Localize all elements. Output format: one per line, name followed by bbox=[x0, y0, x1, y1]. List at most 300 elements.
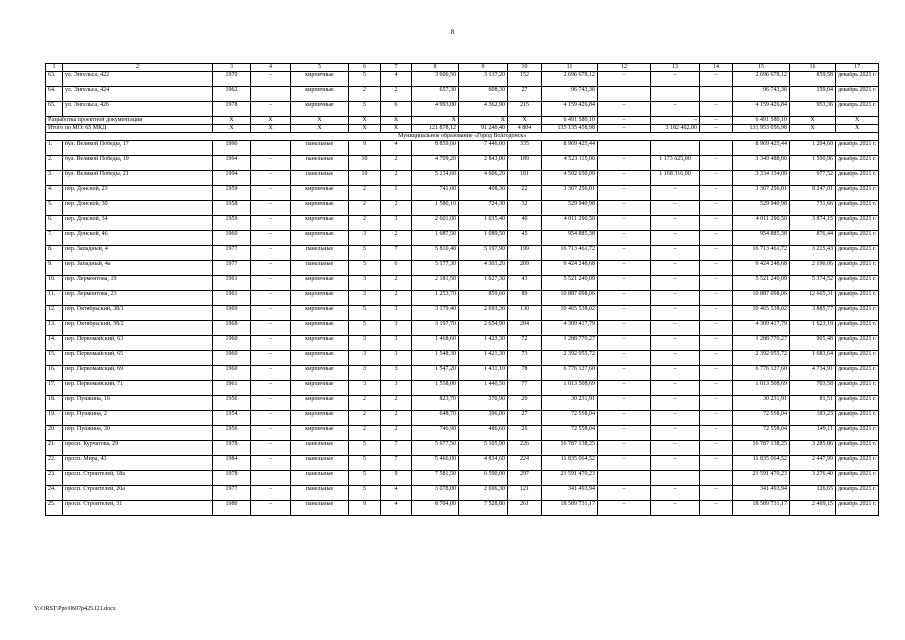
table-cell: декабрь 2021 г. bbox=[836, 486, 879, 501]
table-cell: 4 523 115,00 bbox=[542, 156, 598, 171]
table-cell: 2 696,30 bbox=[459, 486, 508, 501]
table-cell: кирпичные bbox=[291, 306, 349, 321]
table-cell: 43 bbox=[508, 276, 542, 291]
table-cell: 5 bbox=[349, 486, 381, 501]
table-cell: 45 bbox=[508, 231, 542, 246]
table-cell: 152 bbox=[508, 72, 542, 87]
table-cell: ул. Энгельса, 424 bbox=[63, 87, 213, 102]
table-cell: – bbox=[651, 336, 700, 351]
table-cell: 6. bbox=[46, 216, 63, 231]
table-row bbox=[46, 231, 879, 246]
table-cell: 4 502 650,00 bbox=[542, 171, 598, 186]
table-cell: 10. bbox=[46, 276, 63, 291]
table-cell: 26 bbox=[508, 426, 542, 441]
table-cell: ул. Энгельса, 426 bbox=[63, 102, 213, 117]
table-cell: 5 105,90 bbox=[459, 441, 508, 456]
table-cell: – bbox=[700, 411, 733, 426]
table-cell: – bbox=[251, 171, 291, 186]
table-cell: – bbox=[598, 171, 651, 186]
table-cell: – bbox=[598, 291, 651, 306]
table-cell: 5 bbox=[349, 72, 381, 87]
table-cell: – bbox=[251, 276, 291, 291]
table-cell: 12. bbox=[46, 306, 63, 321]
table-cell: кирпичные bbox=[291, 201, 349, 216]
table-cell: 2 469,15 bbox=[790, 501, 836, 516]
table-cell: – bbox=[651, 351, 700, 366]
table-cell: – bbox=[700, 336, 733, 351]
table-cell: 7 bbox=[381, 456, 412, 471]
table-cell: 1959 bbox=[213, 216, 251, 231]
table-cell: 6 590,00 bbox=[459, 471, 508, 486]
table-cell: 16 787 138,25 bbox=[542, 441, 598, 456]
table-cell: панельные bbox=[291, 141, 349, 156]
table-cell: кирпичные bbox=[291, 366, 349, 381]
summary-cell: – bbox=[651, 117, 700, 125]
table-cell: 3 bbox=[381, 336, 412, 351]
table-cell: 2. bbox=[46, 156, 63, 171]
table-cell bbox=[598, 141, 651, 156]
table-cell: декабрь 2021 г. bbox=[836, 291, 879, 306]
table-row bbox=[46, 87, 879, 102]
table-cell: 21 591 470,23 bbox=[542, 471, 598, 486]
summary-cell: 91 240,40 bbox=[459, 125, 508, 133]
table-cell: декабрь 2021 г. bbox=[836, 501, 879, 516]
table-cell: – bbox=[251, 441, 291, 456]
table-cell: – bbox=[598, 336, 651, 351]
table-cell: 17. bbox=[46, 381, 63, 396]
table-cell: кирпичные bbox=[291, 72, 349, 87]
table-cell: 859,60 bbox=[459, 291, 508, 306]
table-cell: – bbox=[700, 186, 733, 201]
table-cell: – bbox=[700, 321, 733, 336]
table-cell: 21. bbox=[46, 441, 63, 456]
table-cell: 189 bbox=[508, 156, 542, 171]
table-cell: декабрь 2021 г. bbox=[836, 246, 879, 261]
table-cell: – bbox=[251, 201, 291, 216]
table-cell: 5 234,60 bbox=[412, 171, 459, 186]
table-cell: – bbox=[598, 261, 651, 276]
table-cell: просп. Курчатова, 29 bbox=[63, 441, 213, 456]
table-cell: 5. bbox=[46, 201, 63, 216]
table-cell: 72 558,04 bbox=[733, 426, 790, 441]
table-cell: – bbox=[251, 486, 291, 501]
table-cell: – bbox=[651, 201, 700, 216]
table-cell: 226 bbox=[508, 441, 542, 456]
table-cell: 2 bbox=[381, 171, 412, 186]
table-row bbox=[46, 456, 879, 471]
column-number-cell: 6 bbox=[349, 64, 381, 72]
table-cell: пер. Октябрьский, 38/1 bbox=[63, 306, 213, 321]
table-cell: декабрь 2021 г. bbox=[836, 471, 879, 486]
table-cell: 2 447,99 bbox=[790, 456, 836, 471]
table-cell: 2 bbox=[349, 396, 381, 411]
table-cell: – bbox=[651, 291, 700, 306]
table-cell: 4 362,90 bbox=[459, 102, 508, 117]
table-cell: 11. bbox=[46, 291, 63, 306]
table-cell: 5 521 240,09 bbox=[542, 276, 598, 291]
table-cell: панельные bbox=[291, 471, 349, 486]
table-row bbox=[46, 141, 879, 156]
table-cell: 2 190,06 bbox=[790, 261, 836, 276]
table-cell: 11 835 064,52 bbox=[733, 456, 790, 471]
table-cell: – bbox=[700, 501, 733, 516]
table-cell: декабрь 2021 г. bbox=[836, 87, 879, 102]
column-number-cell: 16 bbox=[790, 64, 836, 72]
table-cell: – bbox=[700, 201, 733, 216]
table-cell: 1. bbox=[46, 141, 63, 156]
table-cell: 7 bbox=[381, 441, 412, 456]
table-cell: панельные bbox=[291, 171, 349, 186]
summary-cell: X bbox=[412, 117, 459, 125]
table-cell bbox=[651, 141, 700, 156]
table-cell: 4 309 417,79 bbox=[542, 321, 598, 336]
table-cell: 6 776 127,60 bbox=[542, 366, 598, 381]
table-cell: 16. bbox=[46, 366, 63, 381]
table-cell: – bbox=[700, 366, 733, 381]
table-cell: – bbox=[700, 426, 733, 441]
table-cell: пер. Лермонтова, 23 bbox=[63, 291, 213, 306]
table-cell: – bbox=[700, 276, 733, 291]
table-cell: 7 581,50 bbox=[412, 471, 459, 486]
table-cell: 10 887 098,06 bbox=[733, 291, 790, 306]
summary-row bbox=[46, 125, 879, 133]
table-cell: – bbox=[598, 486, 651, 501]
table-row bbox=[46, 396, 879, 411]
table-cell: 5 466,00 bbox=[412, 456, 459, 471]
table-cell: – bbox=[251, 186, 291, 201]
table-cell: 1962 bbox=[213, 87, 251, 102]
summary-cell: 121 878,12 bbox=[412, 125, 459, 133]
table-cell: декабрь 2021 г. bbox=[836, 351, 879, 366]
table-cell: 5 bbox=[349, 246, 381, 261]
table-cell: – bbox=[251, 396, 291, 411]
table-cell: 215 bbox=[508, 102, 542, 117]
table-cell: – bbox=[598, 351, 651, 366]
table-cell: – bbox=[251, 72, 291, 87]
table-cell: 72 bbox=[508, 336, 542, 351]
table-cell: 657,30 bbox=[412, 87, 459, 102]
table-cell: – bbox=[251, 336, 291, 351]
table-cell: 15. bbox=[46, 351, 63, 366]
summary-cell: X bbox=[836, 125, 879, 133]
table-row bbox=[46, 321, 879, 336]
table-cell: 181 bbox=[508, 171, 542, 186]
table-cell: кирпичные bbox=[291, 426, 349, 441]
table-cell: 4 bbox=[381, 501, 412, 516]
table-cell: 3. bbox=[46, 171, 63, 186]
table-cell: – bbox=[251, 366, 291, 381]
table-cell: 3 bbox=[349, 231, 381, 246]
table-cell: – bbox=[598, 321, 651, 336]
table-cell: 4 159 426,84 bbox=[733, 102, 790, 117]
table-cell: панельные bbox=[291, 246, 349, 261]
table-row bbox=[46, 156, 879, 171]
table-cell: 64. bbox=[46, 87, 63, 102]
table-cell: 335 bbox=[508, 141, 542, 156]
table-cell bbox=[700, 471, 733, 486]
table-cell: 954 885,38 bbox=[542, 231, 598, 246]
table-cell: 18. bbox=[46, 396, 63, 411]
table-cell: 5 bbox=[349, 102, 381, 117]
table-cell: 1961 bbox=[213, 381, 251, 396]
summary-cell: 6 491 580,10 bbox=[542, 117, 598, 125]
table-cell: 19. bbox=[46, 411, 63, 426]
table-cell: 1961 bbox=[213, 291, 251, 306]
table-cell bbox=[598, 87, 651, 102]
table-cell: 3 179,40 bbox=[412, 306, 459, 321]
table-cell: 1956 bbox=[213, 426, 251, 441]
table-cell: 5 bbox=[349, 261, 381, 276]
table-cell: 96 743,36 bbox=[542, 87, 598, 102]
table-cell: панельные bbox=[291, 441, 349, 456]
table-row bbox=[46, 201, 879, 216]
table-cell: – bbox=[598, 426, 651, 441]
table-cell: – bbox=[598, 396, 651, 411]
table-cell: 4 bbox=[381, 72, 412, 87]
table-cell: декабрь 2021 г. bbox=[836, 381, 879, 396]
table-cell: 16 713 461,72 bbox=[542, 246, 598, 261]
table-row bbox=[46, 411, 879, 426]
table-cell: – bbox=[651, 246, 700, 261]
table-cell: пер. Октябрьский, 38/2 bbox=[63, 321, 213, 336]
table-row bbox=[46, 471, 879, 486]
table-cell: 3 885,77 bbox=[790, 306, 836, 321]
table-cell: – bbox=[251, 291, 291, 306]
table-row bbox=[46, 72, 879, 87]
table-cell: 953,36 bbox=[790, 102, 836, 117]
table-cell: 297 bbox=[508, 471, 542, 486]
table-cell: 486,60 bbox=[459, 426, 508, 441]
table-cell: 1984 bbox=[213, 456, 251, 471]
table-cell: 648,70 bbox=[412, 411, 459, 426]
table-cell: 30 231,91 bbox=[733, 396, 790, 411]
table-cell: 9. bbox=[46, 261, 63, 276]
table-cell: 876,44 bbox=[790, 231, 836, 246]
table-cell: 2 bbox=[381, 87, 412, 102]
table-cell: – bbox=[700, 171, 733, 186]
table-cell: – bbox=[598, 102, 651, 117]
table-cell: пер. Пушкина, 16 bbox=[63, 396, 213, 411]
table-cell: 2 bbox=[381, 426, 412, 441]
section-title-row bbox=[46, 133, 879, 141]
table-cell: 12 665,31 bbox=[790, 291, 836, 306]
table-cell: 10 887 098,06 bbox=[542, 291, 598, 306]
summary-cell: X bbox=[790, 117, 836, 125]
table-cell: 24. bbox=[46, 486, 63, 501]
table-cell: 89 bbox=[508, 291, 542, 306]
summary-cell: – bbox=[598, 125, 651, 133]
table-cell: 5 177,30 bbox=[412, 261, 459, 276]
table-cell: 9 424 248,68 bbox=[542, 261, 598, 276]
table-cell: 72 558,04 bbox=[542, 426, 598, 441]
table-cell: – bbox=[251, 381, 291, 396]
table-cell: 859,58 bbox=[790, 72, 836, 87]
table-cell: декабрь 2021 г. bbox=[836, 102, 879, 117]
table-cell: декабрь 2021 г. bbox=[836, 171, 879, 186]
table-cell: – bbox=[700, 216, 733, 231]
table-cell: 3 bbox=[381, 306, 412, 321]
table-cell: 3 bbox=[349, 381, 381, 396]
table-cell: – bbox=[651, 486, 700, 501]
table-cell: 7 bbox=[381, 246, 412, 261]
column-number-row bbox=[46, 64, 879, 72]
table-cell: 3 197,70 bbox=[412, 321, 459, 336]
summary-cell: X bbox=[381, 117, 412, 125]
summary-cell: X bbox=[349, 117, 381, 125]
table-cell: 7. bbox=[46, 231, 63, 246]
table-cell: 5 bbox=[349, 441, 381, 456]
table-cell: 823,70 bbox=[412, 396, 459, 411]
table-cell: 8 859,60 bbox=[412, 141, 459, 156]
table-row bbox=[46, 426, 879, 441]
table-cell: 3 367 256,01 bbox=[733, 186, 790, 201]
table-cell: – bbox=[651, 216, 700, 231]
table-cell: 3 874,15 bbox=[790, 216, 836, 231]
table-cell: 10 465 538,02 bbox=[542, 306, 598, 321]
table-cell bbox=[651, 471, 700, 486]
summary-cell: X bbox=[251, 117, 291, 125]
table-cell: декабрь 2021 г. bbox=[836, 201, 879, 216]
table-cell: 2 696 678,12 bbox=[733, 72, 790, 87]
table-cell: 529 940,98 bbox=[542, 201, 598, 216]
table-cell: – bbox=[700, 291, 733, 306]
table-cell: бул. Великой Победы, 17 bbox=[63, 141, 213, 156]
table-cell: 3 bbox=[381, 321, 412, 336]
table-row bbox=[46, 216, 879, 231]
table-cell: просп. Строителей, 20а bbox=[63, 486, 213, 501]
table-cell: 2 bbox=[381, 276, 412, 291]
table-row bbox=[46, 486, 879, 501]
table-cell: 3 215,43 bbox=[790, 246, 836, 261]
table-cell: 4 159 426,84 bbox=[542, 102, 598, 117]
table-cell: 2 bbox=[381, 156, 412, 171]
table-cell: – bbox=[598, 276, 651, 291]
summary-cell: X bbox=[508, 117, 542, 125]
table-cell: 8 969 425,44 bbox=[733, 141, 790, 156]
table-cell: 2 bbox=[381, 411, 412, 426]
table-cell: 1960 bbox=[213, 336, 251, 351]
table-cell: – bbox=[251, 216, 291, 231]
table-cell: 4 bbox=[381, 141, 412, 156]
table-cell: 1958 bbox=[213, 201, 251, 216]
table-cell: 126,65 bbox=[790, 486, 836, 501]
table-cell: – bbox=[251, 246, 291, 261]
column-number-cell: 13 bbox=[651, 64, 700, 72]
table-cell: декабрь 2021 г. bbox=[836, 216, 879, 231]
table-cell: – bbox=[651, 186, 700, 201]
table-cell: 1 013 508,69 bbox=[542, 381, 598, 396]
table-cell: – bbox=[700, 441, 733, 456]
table-cell: 96 743,36 bbox=[733, 87, 790, 102]
table-cell: кирпичные bbox=[291, 276, 349, 291]
table-cell: 73 bbox=[508, 351, 542, 366]
table-cell: декабрь 2021 г. bbox=[836, 456, 879, 471]
table-cell: декабрь 2021 г. bbox=[836, 156, 879, 171]
table-cell: – bbox=[700, 72, 733, 87]
table-row bbox=[46, 381, 879, 396]
table-cell: 3 334 334,00 bbox=[733, 171, 790, 186]
table-cell: 3 606,50 bbox=[412, 72, 459, 87]
summary-cell: – bbox=[598, 117, 651, 125]
table-cell: пер. Западный, 4 bbox=[63, 246, 213, 261]
table-row bbox=[46, 102, 879, 117]
table-cell: 5 197,90 bbox=[459, 246, 508, 261]
table-cell: 14. bbox=[46, 336, 63, 351]
table-cell: 977,52 bbox=[790, 171, 836, 186]
table-cell: 1 687,50 bbox=[412, 231, 459, 246]
table-cell: 7 446,00 bbox=[459, 141, 508, 156]
table-cell: бул. Великой Победы, 19 bbox=[63, 156, 213, 171]
table-cell: 6 bbox=[381, 261, 412, 276]
table-cell: – bbox=[251, 261, 291, 276]
summary-cell: X bbox=[349, 125, 381, 133]
table-cell: – bbox=[251, 411, 291, 426]
table-cell: – bbox=[651, 276, 700, 291]
table-cell: – bbox=[598, 306, 651, 321]
table-cell: декабрь 2021 г. bbox=[836, 186, 879, 201]
summary-cell: X bbox=[251, 125, 291, 133]
table-cell: – bbox=[598, 231, 651, 246]
table-cell: кирпичные bbox=[291, 396, 349, 411]
table-cell: 1 bbox=[381, 186, 412, 201]
summary-cell: X bbox=[836, 117, 879, 125]
table-cell: – bbox=[651, 231, 700, 246]
table-cell: кирпичные bbox=[291, 336, 349, 351]
table-cell: 159,04 bbox=[790, 87, 836, 102]
table-cell: декабрь 2021 г. bbox=[836, 231, 879, 246]
table-row bbox=[46, 246, 879, 261]
table-cell: 4. bbox=[46, 186, 63, 201]
table-cell: 4 734,91 bbox=[790, 366, 836, 381]
table-cell: – bbox=[598, 216, 651, 231]
table-cell: 1969 bbox=[213, 306, 251, 321]
table-cell: 746,90 bbox=[412, 426, 459, 441]
table-cell: 1960 bbox=[213, 366, 251, 381]
table-cell: 27 bbox=[508, 87, 542, 102]
table-cell: 9 bbox=[349, 501, 381, 516]
table-cell: 16 713 461,72 bbox=[733, 246, 790, 261]
table-cell: кирпичные bbox=[291, 87, 349, 102]
table-cell: 4 011 290,50 bbox=[542, 216, 598, 231]
table-cell: 3 bbox=[381, 381, 412, 396]
table-cell: 1978 bbox=[213, 102, 251, 117]
table-cell: 72 558,04 bbox=[733, 411, 790, 426]
table-cell: 1959 bbox=[213, 186, 251, 201]
table-cell: 20. bbox=[46, 426, 63, 441]
summary-cell: X bbox=[213, 125, 251, 133]
table-cell: 4 709,20 bbox=[412, 156, 459, 171]
table-cell: декабрь 2021 г. bbox=[836, 261, 879, 276]
table-cell bbox=[251, 471, 291, 486]
table-cell: – bbox=[700, 231, 733, 246]
table-cell: 1994 bbox=[213, 156, 251, 171]
table-cell: панельные bbox=[291, 486, 349, 501]
table-cell: 5 810,40 bbox=[412, 246, 459, 261]
table-cell: пер. Первомайский, 71 bbox=[63, 381, 213, 396]
summary-cell: X bbox=[459, 117, 508, 125]
table-cell: 1978 bbox=[213, 471, 251, 486]
table-cell: 18 589 731,17 bbox=[733, 501, 790, 516]
table-cell: 3 bbox=[349, 276, 381, 291]
table-cell: – bbox=[251, 156, 291, 171]
summary-cell: 4 804 bbox=[508, 125, 542, 133]
table-cell: 2 bbox=[381, 231, 412, 246]
table-cell: просп. Строителей, 31 bbox=[63, 501, 213, 516]
table-cell: – bbox=[251, 351, 291, 366]
table-cell: декабрь 2021 г. bbox=[836, 141, 879, 156]
table-cell: 1 623,19 bbox=[790, 321, 836, 336]
table-cell: – bbox=[598, 246, 651, 261]
